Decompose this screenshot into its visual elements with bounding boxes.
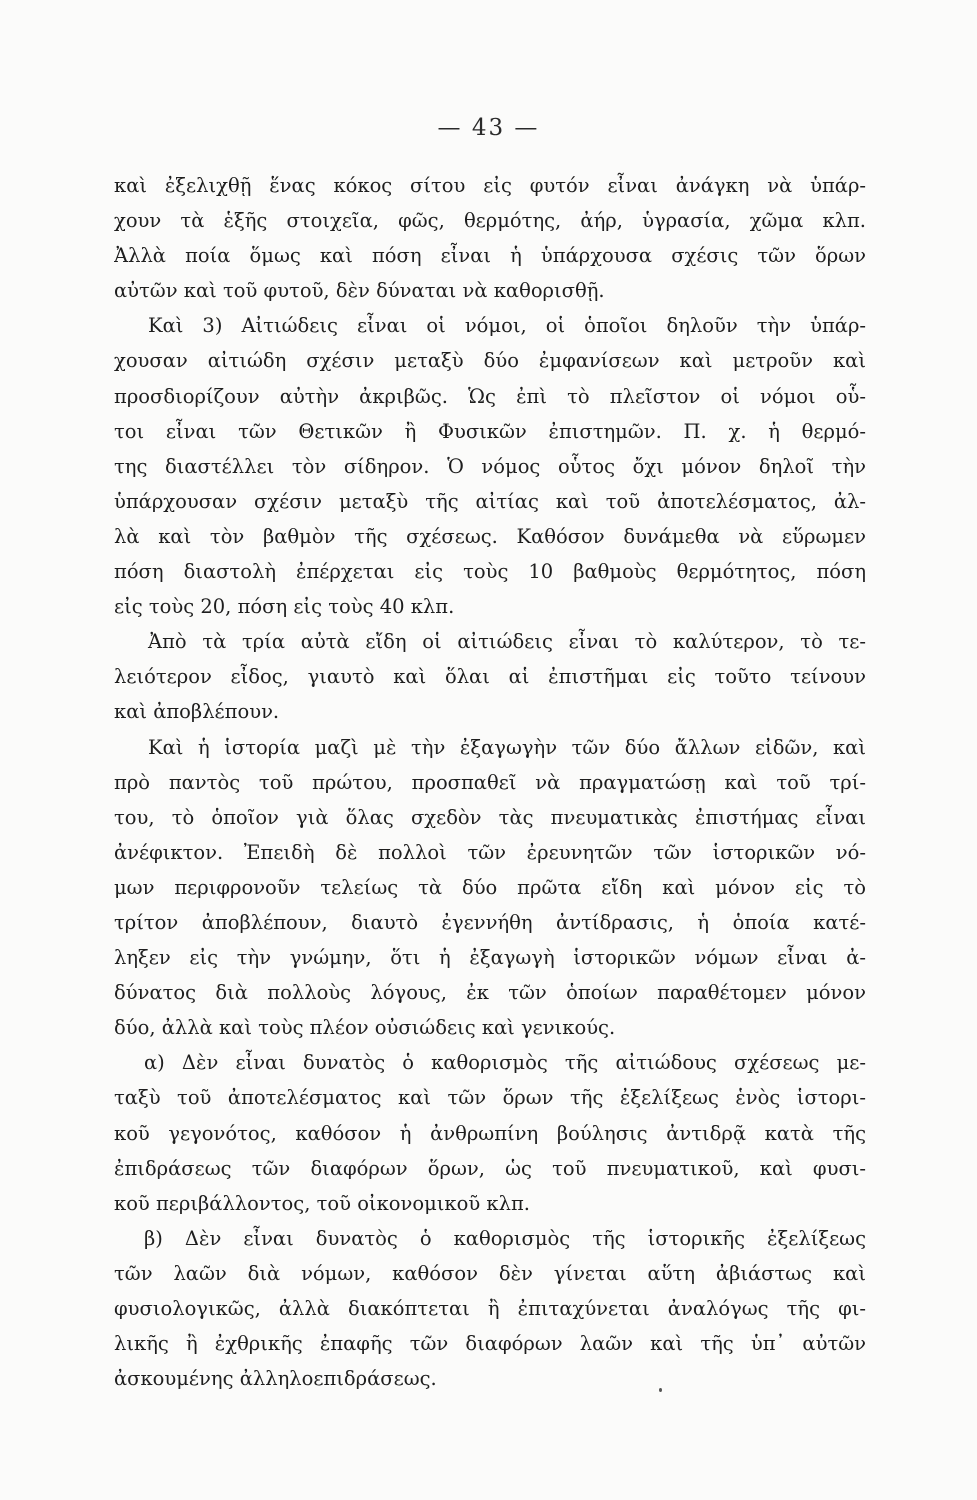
text-line: α) Δὲν εἶναι δυνατὸς ὁ καθορισμὸς τῆς αἰτιώδους σχέσεως με- (144, 1051, 866, 1075)
page-number: — 43 — (437, 115, 540, 141)
ink-speck (659, 1388, 662, 1392)
text-line: β) Δὲν εἶναι δυνατὸς ὁ καθορισμὸς τῆς ἱστορικῆς ἐξελίξεως (144, 1226, 866, 1250)
text-line: κοῦ περιβάλλοντος, τοῦ οἰκονομικοῦ κλπ. (114, 1191, 530, 1215)
text-line: δύνατος διὰ πολλοὺς λόγους, ἐκ τῶν ὁποίων παραθέτομεν μόνον (114, 981, 866, 1005)
text-line: ἀσκουμένης ἀλληλοεπιδράσεως. (114, 1367, 437, 1391)
text-line: δύο, ἀλλὰ καὶ τοὺς πλέον οὐσιώδεις καὶ γενικούς. (114, 1016, 616, 1040)
text-line: φυσιολογικῶς, ἀλλὰ διακόπτεται ἢ ἐπιταχύνεται ἀναλόγως τῆς φι- (114, 1297, 866, 1320)
text-line: τοι εἶναι τῶν Θετικῶν ἢ Φυσικῶν ἐπιστημῶν. Π. χ. ἡ θερμό- (114, 419, 866, 443)
text-line: λειότερον εἶδος, γιαυτὸ καὶ ὅλαι αἱ ἐπιστῆμαι εἰς τοῦτο τείνουν (114, 665, 866, 689)
text-line: τρίτον ἀποβλέπουν, διαυτὸ ἐγεννήθη ἀντίδρασις, ἡ ὁποία κατέ- (114, 910, 866, 934)
text-line: χουν τὰ ἑξῆς στοιχεῖα, φῶς, θερμότης, ἀήρ, ὑγρασία, χῶμα κλπ. (114, 209, 866, 233)
text-line: της διαστέλλει τὸν σίδηρον. Ὁ νόμος οὗτος ὄχι μόνον δηλοῖ τὴν (114, 454, 866, 478)
text-line: Ἀλλὰ ποία ὅμως καὶ πόση εἶναι ἡ ὑπάρχουσα σχέσις τῶν ὅρων (114, 244, 866, 268)
text-line: λὰ καὶ τὸν βαθμὸν τῆς σχέσεως. Καθόσον δυνάμεθα νὰ εὕρωμεν (114, 524, 866, 548)
text-line: κοῦ γεγονότος, καθόσον ἡ ἀνθρωπίνη βούλησις ἀντιδρᾷ κατὰ τῆς (114, 1121, 866, 1145)
text-line: τῶν λαῶν διὰ νόμων, καθόσον δὲν γίνεται αὕτη ἀβιάστως καὶ (114, 1261, 866, 1285)
text-line: εἰς τοὺς 20, πόση εἰς τοὺς 40 κλπ. (114, 595, 455, 619)
text-line: πρὸ παντὸς τοῦ πρώτου, προσπαθεῖ νὰ πραγματώσῃ καὶ τοῦ τρί- (114, 770, 866, 794)
text-line: χουσαν αἰτιώδη σχέσιν μεταξὺ δύο ἐμφανίσεων καὶ μετροῦν καὶ (114, 349, 866, 373)
text-line: Καὶ ἡ ἱστορία μαζὶ μὲ τὴν ἐξαγωγὴν τῶν δύο ἄλλων εἰδῶν, καὶ (148, 735, 866, 759)
text-line: ταξὺ τοῦ ἀποτελέσματος καὶ τῶν ὅρων τῆς ἐξελίξεως ἑνὸς ἱστορι- (114, 1086, 866, 1110)
text-line: καὶ ἐξελιχθῇ ἕνας κόκος σίτου εἰς φυτόν εἶναι ἀνάγκη νὰ ὑπάρ- (114, 174, 866, 197)
text-line: αὐτῶν καὶ τοῦ φυτοῦ, δὲν δύναται νὰ καθορισθῇ. (114, 279, 605, 303)
text-line: Ἀπὸ τὰ τρία αὐτὰ εἴδη οἱ αἰτιώδεις εἶναι τὸ καλύτερον, τὸ τε- (148, 630, 866, 654)
text-line: του, τὸ ὁποῖον γιὰ ὅλας σχεδὸν τὰς πνευματικὰς ἐπιστήμας εἶναι (114, 805, 866, 829)
text-line: ὑπάρχουσαν σχέσιν μεταξὺ τῆς αἰτίας καὶ τοῦ ἀποτελέσματος, ἀλ- (114, 489, 866, 513)
text-line: πόση διαστολὴ ἐπέρχεται εἰς τοὺς 10 βαθμοὺς θερμότητος, πόση (114, 560, 866, 584)
text-line: λικῆς ἢ ἐχθρικῆς ἐπαφῆς τῶν διαφόρων λαῶν καὶ τῆς ὑπ᾿ αὐτῶν (114, 1332, 866, 1356)
text-line: Καὶ 3) Αἰτιώδεις εἶναι οἱ νόμοι, οἱ ὁποῖοι δηλοῦν τὴν ὑπάρ- (148, 314, 866, 338)
text-line: μων περιφρονοῦν τελείως τὰ δύο πρῶτα εἴδη καὶ μόνον εἰς τὸ (114, 875, 866, 899)
body-text (114, 168, 866, 1396)
text-line: ληξεν εἰς τὴν γνώμην, ὅτι ἡ ἐξαγωγὴ ἱστορικῶν νόμων εἶναι ἀ- (114, 946, 866, 970)
text-line: καὶ ἀποβλέπουν. (114, 700, 280, 724)
text-line: προσδιορίζουν αὐτὴν ἀκριβῶς. Ὡς ἐπὶ τὸ πλεῖστον οἱ νόμοι οὗ- (114, 384, 866, 408)
text-line: ἀνέφικτον. Ἐπειδὴ δὲ πολλοὶ τῶν ἐρευνητῶν τῶν ἱστορικῶν νό- (114, 840, 866, 864)
text-line: ἐπιδράσεως τῶν διαφόρων ὅρων, ὡς τοῦ πνευματικοῦ, καὶ φυσι- (114, 1156, 866, 1180)
